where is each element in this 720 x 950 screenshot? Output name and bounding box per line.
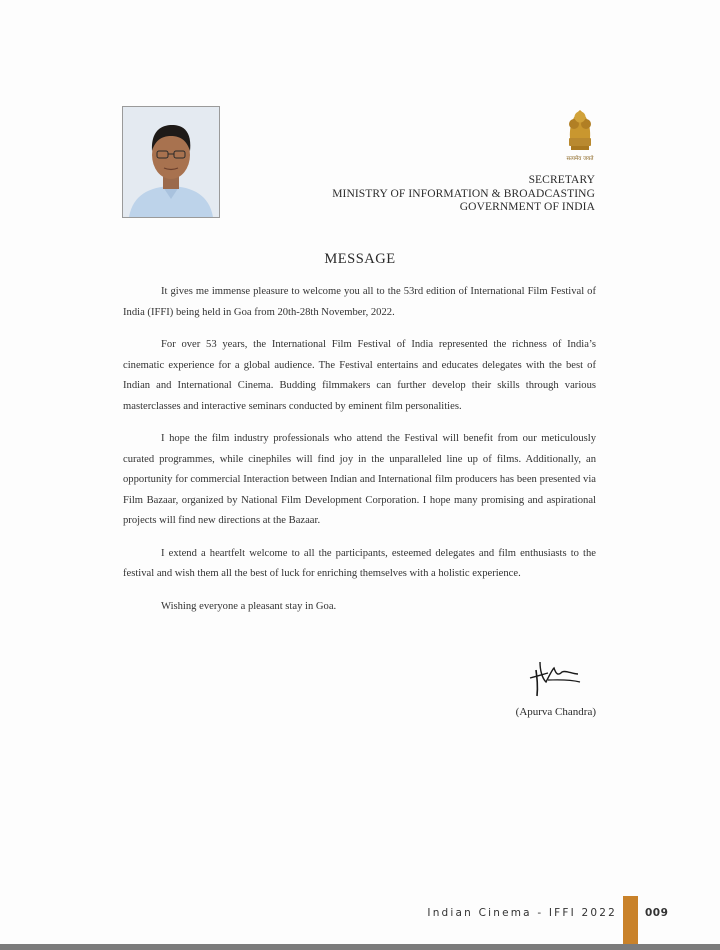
- designation: SECRETARY: [528, 174, 595, 186]
- portrait-photo: [122, 106, 220, 218]
- bottom-rule: [0, 944, 720, 950]
- signatory-name: (Apurva Chandra): [515, 706, 596, 718]
- message-paragraph: Wishing everyone a pleasant stay in Goa.: [161, 600, 337, 612]
- handwritten-signature: [528, 656, 582, 700]
- emblem-caption: सत्यमेव जयते: [566, 156, 594, 162]
- message-paragraph: I extend a heartfelt welcome to all the participants, esteemed delegates and film enthusiasts to the festival and wish them all the best of luck for enriching themselves with a holistic experience.: [123, 547, 596, 579]
- message-paragraph: I hope the film industry professionals who attend the Festival will benefit from our meticulously curated programmes, while cinephiles will find joy in the unparalleled line up of films. Additionally, an opportunity for commercial Interaction between Indian and International film producers has been presented via Film Bazaar, organized by National Film Development Corporation. I hope many promising and aspirational projects will find new directions at the Bazaar.: [123, 433, 596, 526]
- footer-publication: Indian Cinema - IFFI 2022: [427, 907, 617, 919]
- letterhead: [332, 174, 595, 215]
- message-title: MESSAGE: [324, 251, 396, 267]
- portrait-illustration: [123, 107, 219, 217]
- message-paragraph: It gives me immense pleasure to welcome you all to the 53rd edition of International Film Festival of India (IFFI) being held in Goa from 20th-28th November, 2022.: [123, 286, 596, 318]
- ministry-name: MINISTRY OF INFORMATION & BROADCASTING: [332, 187, 595, 200]
- state-emblem-icon: [563, 104, 597, 166]
- page-number: 009: [645, 907, 669, 919]
- message-paragraph: For over 53 years, the International Film Festival of India represented the richness of India’s cinematic experience for a global audience. The Festival entertains and educates delegates with the best of Indian and International Cinema. Budding filmmakers can further develop their skills through various masterclasses and interactive seminars conducted by eminent film personalities.: [123, 339, 596, 412]
- government-name: GOVERNMENT OF INDIA: [459, 201, 595, 213]
- message-body: [123, 282, 596, 629]
- footer-accent-bar: [623, 896, 638, 946]
